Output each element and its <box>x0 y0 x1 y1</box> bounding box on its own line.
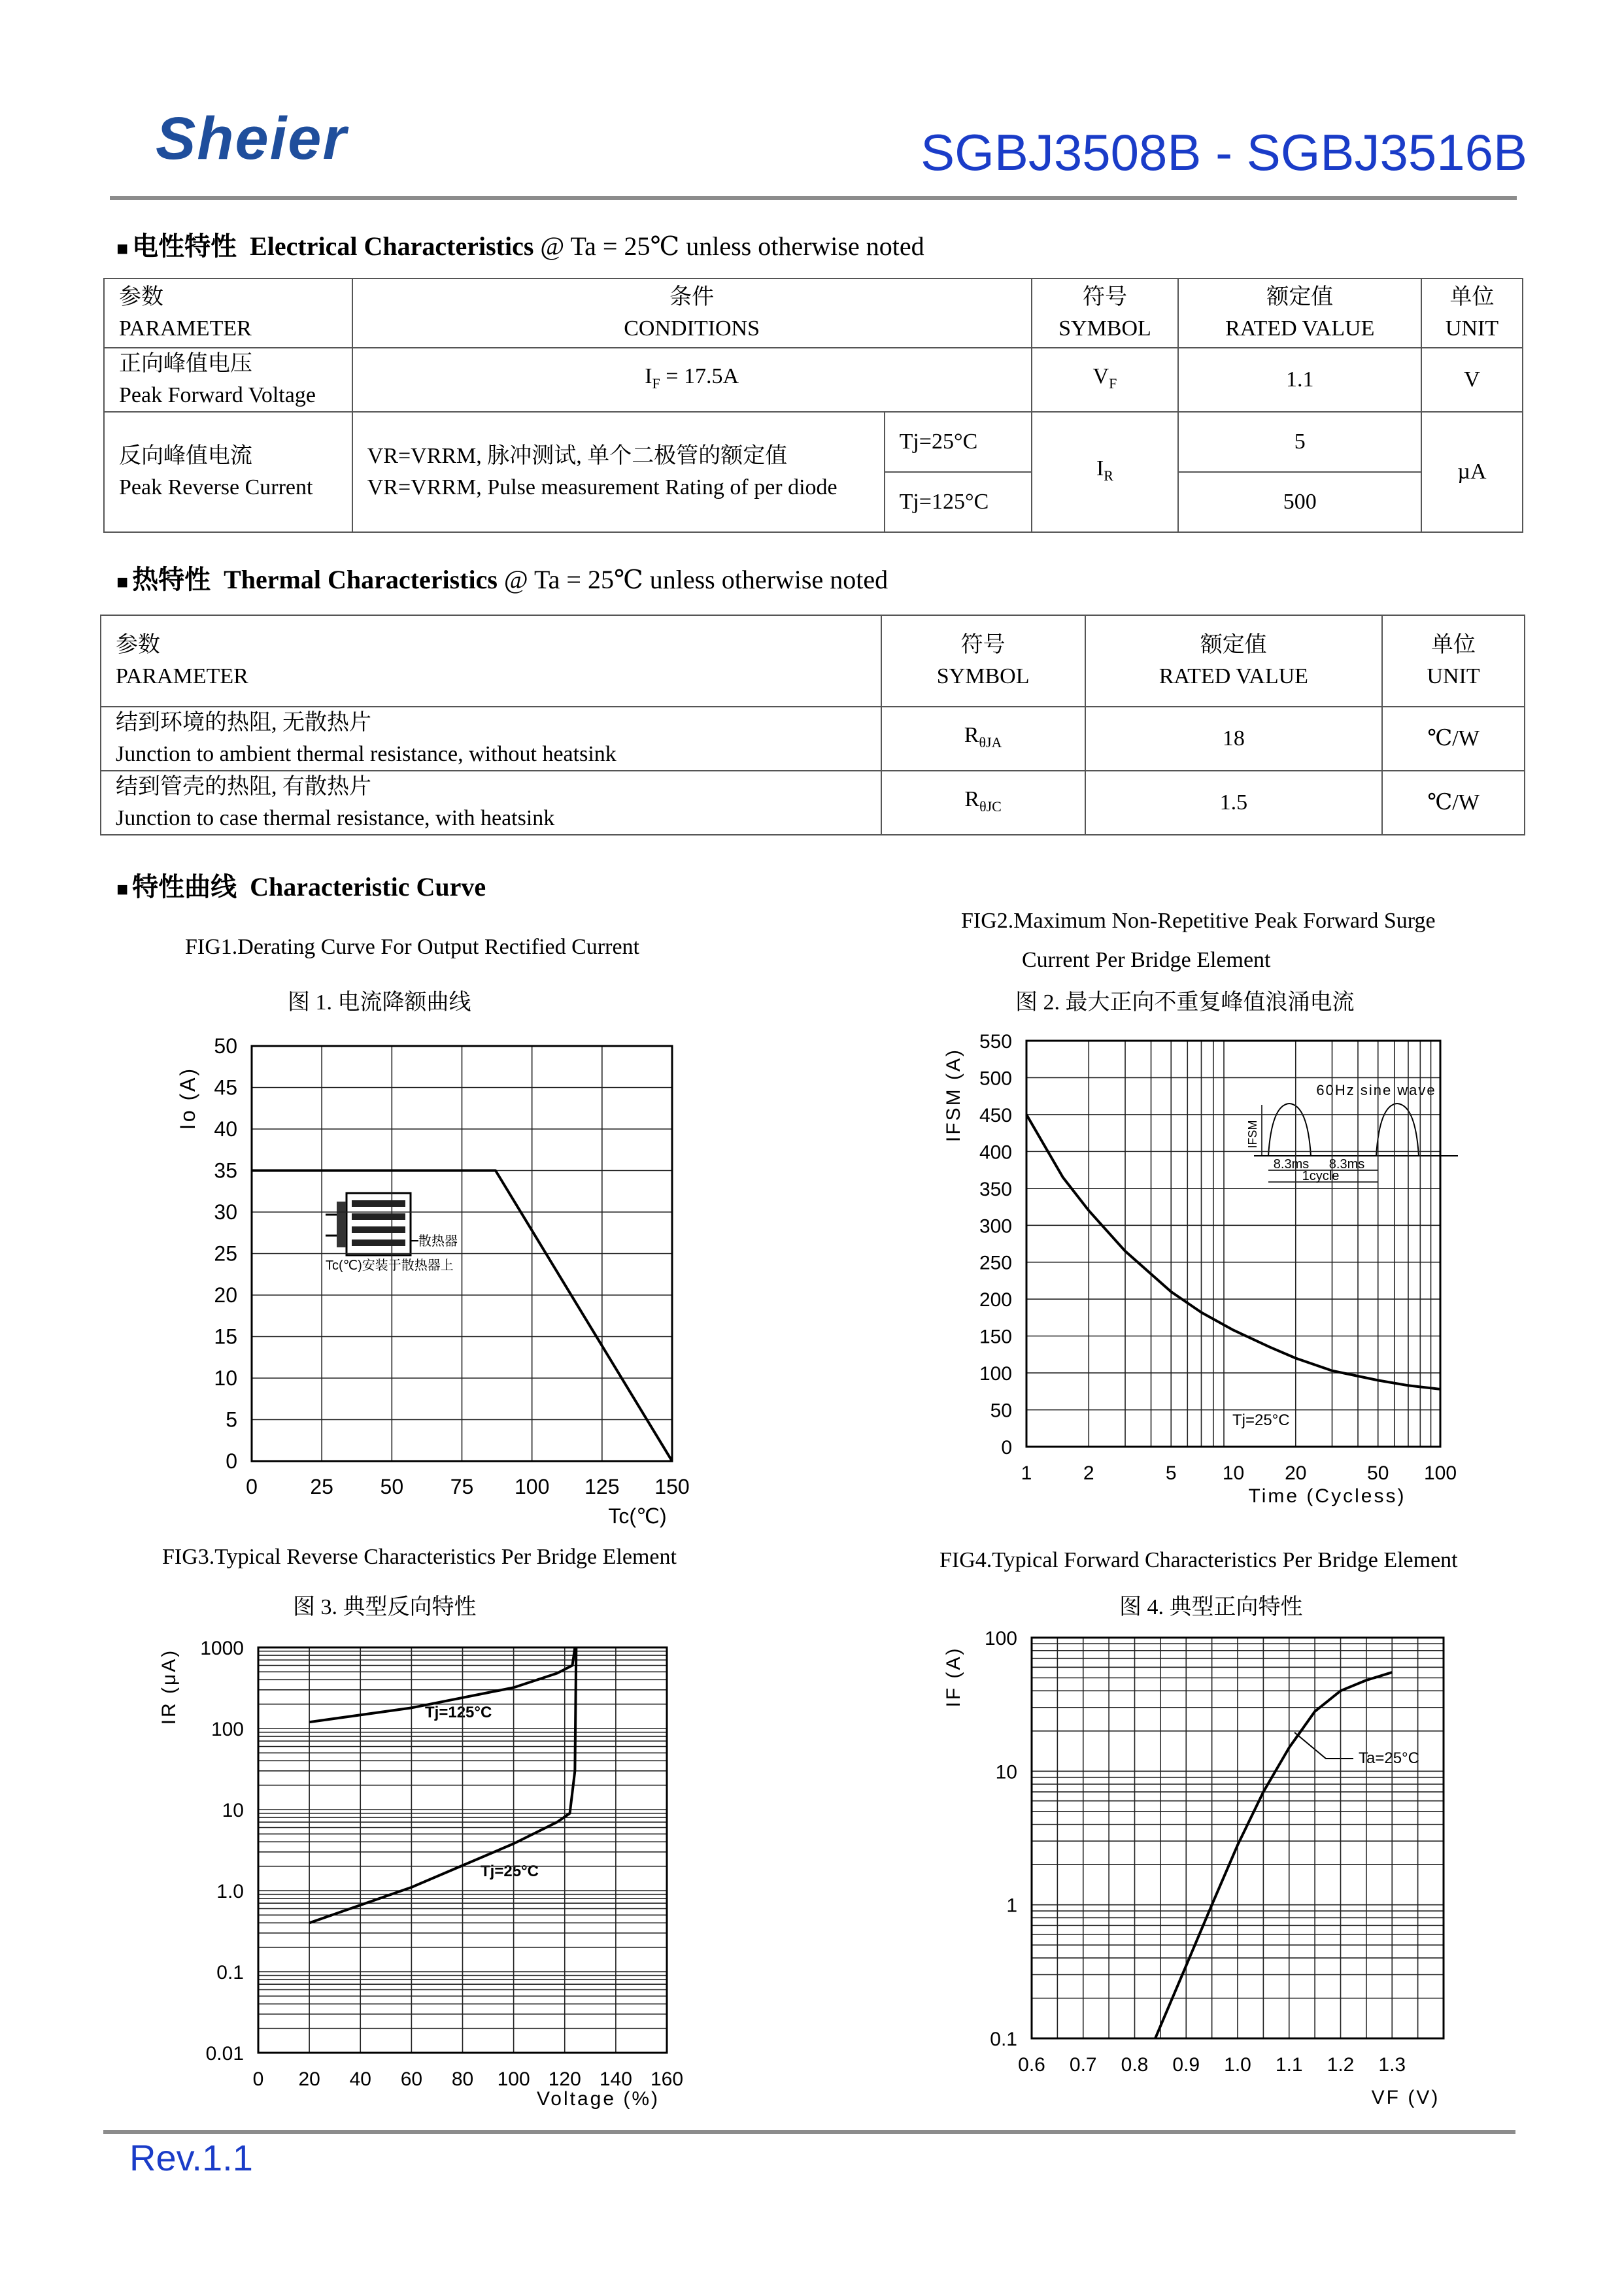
fig2-x-tick: 50 <box>1367 1462 1389 1484</box>
fig4-x-tick: 1.3 <box>1378 2054 1406 2076</box>
fig2-xlabel: Time (Cycless) <box>1248 1485 1406 1507</box>
fig3-caption-cn: 图 3. 典型反向特性 <box>293 1595 477 1619</box>
vf-value: 1.1 <box>1178 348 1421 412</box>
fig2-y-tick: 400 <box>979 1141 1012 1164</box>
fig1-x-tick: 25 <box>310 1475 333 1498</box>
fig4-y-tick: 10 <box>995 1761 1017 1783</box>
head-parameter: 参数 PARAMETER <box>104 278 352 348</box>
fig4-x-tick: 0.7 <box>1069 2054 1097 2076</box>
fig1-heatsink-icon <box>326 1193 418 1255</box>
ir-condition: VR=VRRM, 脉冲测试, 单个二极管的额定值 VR=VRRM, Pulse measurement Rating of per diode <box>352 412 885 532</box>
thermal-title-en: Thermal Characteristics <box>224 565 498 594</box>
fig2-inset-t1: 8.3ms <box>1273 1157 1310 1172</box>
fig1-y-tick: 25 <box>214 1241 237 1266</box>
fig3-x-tick: 100 <box>497 2068 530 2090</box>
fig2-y-tick: 50 <box>990 1400 1012 1422</box>
fig2-x-tick: 100 <box>1423 1462 1457 1484</box>
rthja-symbol: $R_{\theta JA}$ <box>881 707 1085 771</box>
fig2-inset-title: 60Hz sine wave <box>1316 1082 1436 1098</box>
fig1-x-tick: 50 <box>380 1475 404 1498</box>
rthjc-unit: ℃/W <box>1382 771 1525 835</box>
ir-parameter: 反向峰值电流 Peak Reverse Current <box>104 412 352 532</box>
electrical-title-en: Electrical Characteristics <box>250 231 534 261</box>
fig3-x-tick: 140 <box>599 2068 632 2090</box>
rthja-unit: ℃/W <box>1382 707 1525 771</box>
bullet-square-icon: ■ <box>116 879 129 900</box>
fig3-x-tick: 60 <box>400 2068 423 2090</box>
fig3-xlabel: Voltage (%) <box>536 2088 660 2110</box>
fig2-x-tick: 1 <box>1021 1462 1032 1484</box>
rthja-value: 18 <box>1085 707 1383 771</box>
fig1-y-tick: 50 <box>214 1034 237 1058</box>
fig2-inset-ifsm: IFSM <box>1246 1120 1259 1149</box>
fig1-y-tick: 5 <box>226 1408 237 1432</box>
fig4-series-line <box>1155 1672 1392 2038</box>
ir-tj-125: Tj=125°C <box>885 472 1032 532</box>
brand-logo: Sheier <box>156 105 348 172</box>
fig2-y-tick: 250 <box>979 1252 1012 1274</box>
curves-title-en: Characteristic Curve <box>250 872 486 902</box>
fig2-y-tick: 0 <box>1001 1437 1012 1459</box>
head-rated-value: 额定值 RATED VALUE <box>1178 278 1421 348</box>
fig2-y-tick: 100 <box>979 1363 1012 1385</box>
electrical-note: @ Ta = 25℃ unless otherwise noted <box>540 231 924 261</box>
fig4-x-tick: 0.8 <box>1121 2054 1149 2076</box>
fig4-note: Ta=25°C <box>1359 1749 1419 1767</box>
fig1-x-tick: 150 <box>654 1475 690 1498</box>
fig1-x-tick: 100 <box>514 1475 550 1498</box>
fig1-x-tick: 0 <box>246 1475 258 1498</box>
fig1-legend-case: Tc(℃)安装于散热器上 <box>326 1258 454 1273</box>
ir-symbol: $I_R$ <box>1032 412 1179 532</box>
rthja-parameter: 结到环境的热阻, 无散热片 Junction to ambient thermal resistance, without heatsink <box>101 707 881 771</box>
fig2-y-tick: 200 <box>979 1289 1012 1311</box>
fig3-x-tick: 120 <box>548 2068 581 2090</box>
bullet-square-icon: ■ <box>116 571 129 593</box>
fig3-x-tick: 160 <box>650 2068 684 2090</box>
head-symbol: 符号 SYMBOL <box>1032 278 1179 348</box>
fig1-y-tick: 0 <box>226 1449 237 1473</box>
fig1-ylabel: Io (A) <box>176 1066 199 1130</box>
fig4-y-tick: 100 <box>984 1628 1017 1649</box>
fig2-x-tick: 10 <box>1222 1462 1245 1484</box>
fig1-y-tick: 15 <box>214 1324 237 1349</box>
head-unit: 单位 UNIT <box>1421 278 1523 348</box>
fig2-x-tick: 20 <box>1285 1462 1307 1484</box>
fig1-y-tick: 35 <box>214 1158 237 1183</box>
fig1-caption: FIG1.Derating Curve For Output Rectified Current <box>185 935 639 959</box>
fig3-x-tick: 40 <box>349 2068 371 2090</box>
fig1-x-tick: 125 <box>584 1475 620 1498</box>
fig1-x-tick: 75 <box>450 1475 474 1498</box>
fig3-y-tick: 0.1 <box>216 1962 244 1983</box>
electrical-title-cn: 电性特性 <box>132 231 237 261</box>
rthjc-symbol: $R_{\theta JC}$ <box>881 771 1085 835</box>
thermal-note: @ Ta = 25℃ unless otherwise noted <box>503 565 888 594</box>
fig2-note: Tj=25°C <box>1232 1411 1290 1429</box>
vf-unit: V <box>1421 348 1523 412</box>
fig1-xlabel: Tc(℃) <box>608 1504 667 1528</box>
fig4-y-tick: 0.1 <box>990 2029 1017 2050</box>
thermal-head-parameter: 参数 PARAMETER <box>101 615 881 707</box>
fig3-x-tick: 20 <box>298 2068 320 2090</box>
fig2-x-tick: 2 <box>1083 1462 1094 1484</box>
model-title: SGBJ3508B - SGBJ3516B <box>921 124 1527 181</box>
fig4-xlabel: VF (V) <box>1371 2087 1440 2108</box>
fig1-legend-heatsink: 散热器 <box>418 1234 458 1249</box>
thermal-head-symbol: 符号 SYMBOL <box>881 615 1085 707</box>
fig4-caption: FIG4.Typical Forward Characteristics Per Bridge Element <box>939 1548 1458 1572</box>
fig3-y-tick: 10 <box>222 1800 244 1821</box>
curves-title-cn: 特性曲线 <box>132 872 237 902</box>
vf-parameter: 正向峰值电压 Peak Forward Voltage <box>104 348 352 412</box>
fig1-y-tick: 20 <box>214 1283 237 1307</box>
fig2-y-tick: 500 <box>979 1068 1012 1090</box>
footer-divider <box>103 2130 1515 2134</box>
fig2-inset-t2: 8.3ms <box>1328 1157 1365 1172</box>
rthjc-value: 1.5 <box>1085 771 1383 835</box>
fig3-y-tick: 0.01 <box>205 2043 244 2065</box>
fig2-inset-cycle: 1cycle <box>1302 1169 1340 1183</box>
fig4-x-tick: 1.2 <box>1327 2054 1355 2076</box>
fig4-y-tick: 1 <box>1006 1895 1017 1917</box>
bullet-square-icon: ■ <box>116 238 129 260</box>
fig4-x-tick: 0.9 <box>1172 2054 1200 2076</box>
fig1-y-tick: 40 <box>214 1117 237 1141</box>
vf-condition: $I_F = 17.5A$ <box>352 348 1032 412</box>
fig4-x-tick: 1.1 <box>1275 2054 1303 2076</box>
fig3-y-tick: 1000 <box>200 1638 244 1659</box>
ir-tj-25: Tj=25°C <box>885 412 1032 472</box>
fig2-caption: FIG2.Maximum Non-Repetitive Peak Forward Surge <box>961 909 1436 933</box>
fig4-x-tick: 0.6 <box>1018 2054 1045 2076</box>
fig1-y-tick: 45 <box>214 1075 237 1100</box>
fig2-y-tick: 150 <box>979 1326 1012 1348</box>
thermal-title-cn: 热特性 <box>132 565 211 594</box>
fig2-caption-cn: 图 2. 最大正向不重复峰值浪涌电流 <box>1015 990 1355 1015</box>
revision-label: Rev.1.1 <box>129 2137 253 2178</box>
fig3-y-tick: 100 <box>211 1719 244 1740</box>
ir-value-25: 5 <box>1178 412 1421 472</box>
fig4-note-leader <box>1294 1732 1353 1759</box>
rthjc-parameter: 结到管壳的热阻, 有散热片 Junction to case thermal resistance, with heatsink <box>101 771 881 835</box>
fig2-ylabel: IFSM (A) <box>943 1048 964 1142</box>
fig2-y-tick: 450 <box>979 1104 1012 1126</box>
fig3-label-tj125: Tj=125°C <box>425 1704 492 1721</box>
fig1-caption-cn: 图 1. 电流降额曲线 <box>288 990 471 1015</box>
fig2-y-tick: 350 <box>979 1178 1012 1200</box>
fig4-ylabel: IF (A) <box>943 1646 964 1708</box>
fig2-x-tick: 5 <box>1165 1462 1177 1484</box>
fig3-x-tick: 0 <box>252 2068 264 2090</box>
fig3-caption: FIG3.Typical Reverse Characteristics Per Bridge Element <box>162 1545 677 1569</box>
vf-symbol: $V_F$ <box>1032 348 1179 412</box>
thermal-head-value: 额定值 RATED VALUE <box>1085 615 1383 707</box>
fig2-y-tick: 300 <box>979 1215 1012 1238</box>
fig2-y-tick: 550 <box>979 1031 1012 1053</box>
thermal-head-unit: 单位 UNIT <box>1382 615 1525 707</box>
fig4-caption-cn: 图 4. 典型正向特性 <box>1119 1595 1303 1619</box>
fig4-x-tick: 1.0 <box>1224 2054 1251 2076</box>
fig3-ylabel: IR (μA) <box>158 1648 180 1725</box>
fig2-caption-line2: Current Per Bridge Element <box>1022 948 1271 972</box>
fig3-x-tick: 80 <box>451 2068 474 2090</box>
fig3-y-tick: 1.0 <box>216 1881 244 1902</box>
ir-value-125: 500 <box>1178 472 1421 532</box>
fig1-y-tick: 10 <box>214 1366 237 1390</box>
head-conditions: 条件 CONDITIONS <box>352 278 1032 348</box>
fig1-y-tick: 30 <box>214 1200 237 1224</box>
ir-unit: µA <box>1421 412 1523 532</box>
fig3-label-tj25: Tj=25°C <box>481 1863 539 1880</box>
